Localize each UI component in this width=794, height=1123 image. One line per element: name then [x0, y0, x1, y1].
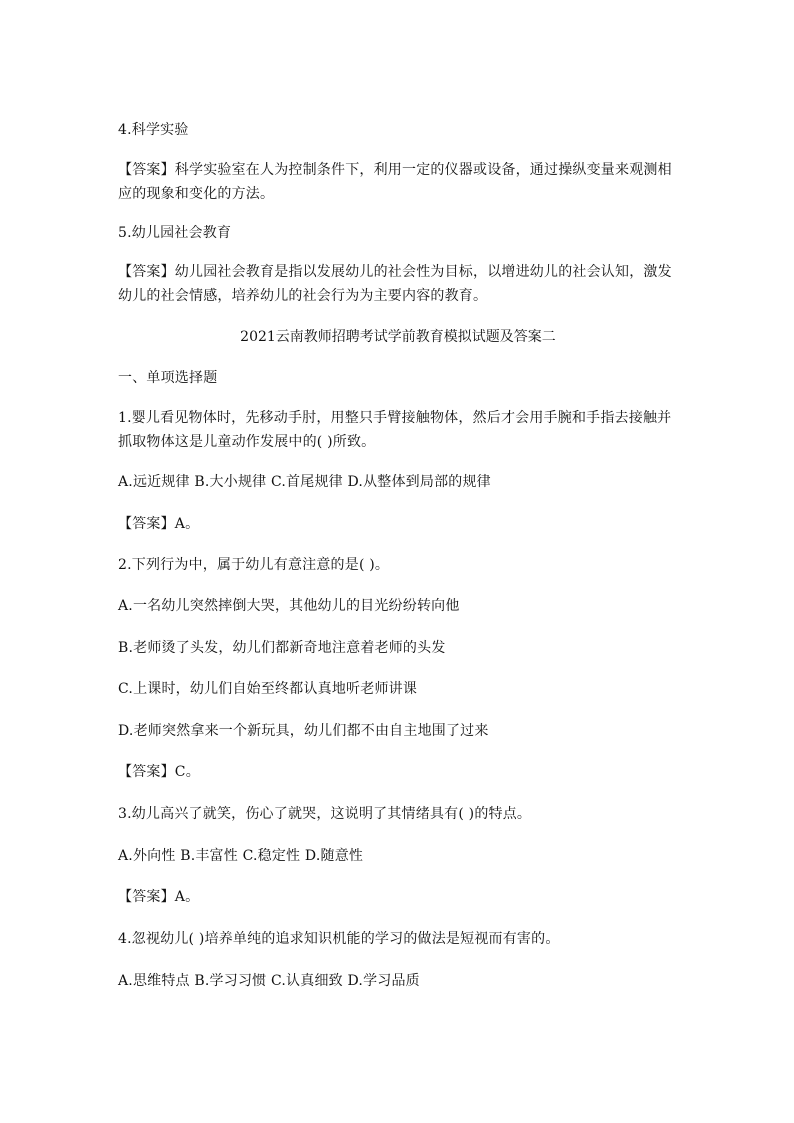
mc2-option-d: D.老师突然拿来一个新玩具，幼儿们都不由自主地围了过来 — [118, 723, 489, 739]
mc2-option-a: A.一名幼儿突然摔倒大哭，其他幼儿的目光纷纷转向他 — [118, 598, 460, 614]
mc4-options: A.思维特点 B.学习习惯 C.认真细致 D.学习品质 — [118, 973, 420, 989]
mc2-option-c: C.上课时，幼儿们自始至终都认真地听老师讲课 — [118, 681, 418, 697]
mc3-answer: 【答案】A。 — [118, 889, 200, 905]
q5-title: 5.幼儿园社会教育 — [118, 225, 232, 241]
mc4-question: 4.忽视幼儿( )培养单纯的追求知识机能的学习的做法是短视而有害的。 — [118, 931, 560, 947]
mc2-answer: 【答案】C。 — [118, 764, 200, 780]
q4-title: 4.科学实验 — [118, 122, 189, 138]
mc1-question: 1.婴儿看见物体时，先移动手肘，用整只手臂接触物体，然后才会用手腕和手指去接触并抓取物体这是儿童动作发展中的( )所致。 — [118, 410, 672, 450]
q4-answer: 【答案】科学实验室在人为控制条件下，利用一定的仪器或设备，通过操纵变量来观测相应的现象和变化的方法。 — [118, 162, 672, 202]
mc2-question: 2.下列行为中，属于幼儿有意注意的是( )。 — [118, 557, 390, 573]
q5-answer: 【答案】幼儿园社会教育是指以发展幼儿的社会性为目标，以增进幼儿的社会认知，激发幼儿的社会情感，培养幼儿的社会行为为主要内容的教育。 — [118, 264, 672, 304]
mc3-options: A.外向性 B.丰富性 C.稳定性 D.随意性 — [118, 848, 364, 864]
mc2-option-b: B.老师烫了头发，幼儿们都新奇地注意着老师的头发 — [118, 640, 446, 656]
section-title: 2021云南教师招聘考试学前教育模拟试题及答案二 — [240, 329, 556, 345]
mc1-answer: 【答案】A。 — [118, 516, 200, 532]
mc3-question: 3.幼儿高兴了就笑，伤心了就哭，这说明了其情绪具有( )的特点。 — [118, 806, 532, 822]
part-heading: 一、单项选择题 — [118, 370, 218, 386]
mc1-options: A.远近规律 B.大小规律 C.首尾规律 D.从整体到局部的规律 — [118, 474, 491, 490]
